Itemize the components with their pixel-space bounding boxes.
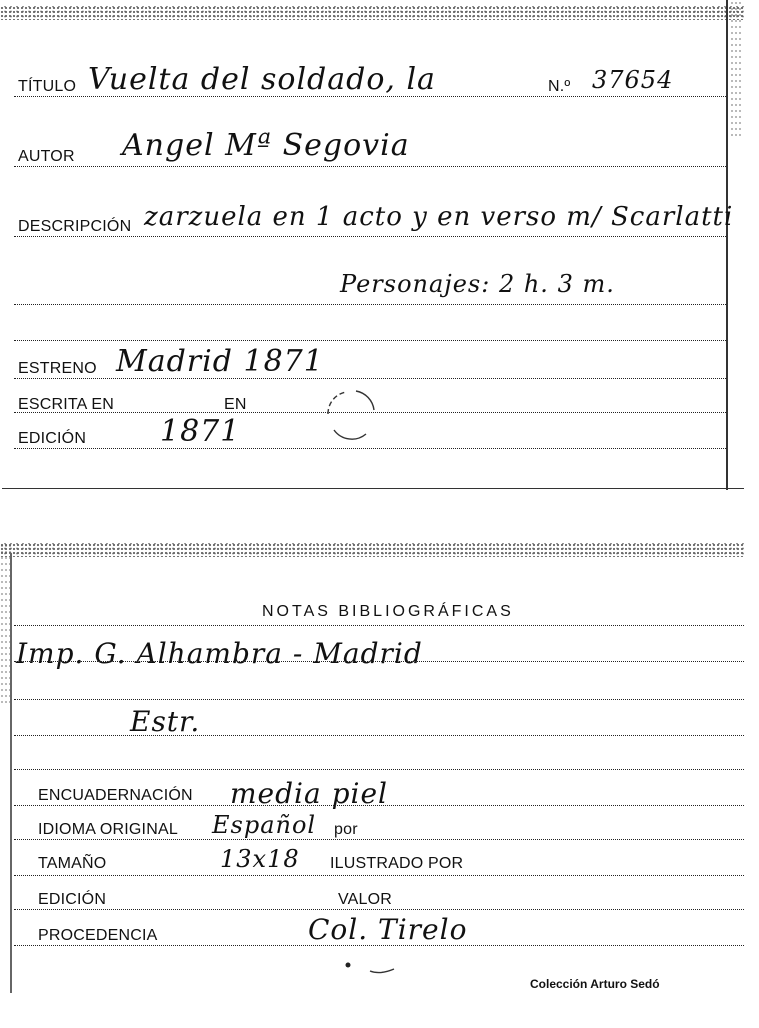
procedencia-label: PROCEDENCIA: [38, 927, 158, 944]
card-edge-noise: [730, 0, 742, 140]
note-line-2: Estr.: [130, 705, 201, 738]
rule-line: [14, 945, 744, 946]
edicion-label: EDICIÓN: [38, 891, 107, 908]
valor-label: VALOR: [338, 891, 393, 908]
autor-label: AUTOR: [18, 148, 75, 165]
collection-footer: Colección Arturo Sedó: [530, 977, 660, 991]
ilustrado-label: ILUSTRADO POR: [330, 855, 464, 872]
catalog-card-front: [0, 0, 744, 492]
tamano-label: TAMAÑO: [38, 855, 107, 872]
procedencia-value: Col. Tirelo: [308, 913, 468, 946]
idioma-label: IDIOMA ORIGINAL: [38, 821, 178, 838]
rule-line: [14, 340, 726, 341]
rule-line: [14, 909, 744, 910]
punch-hole-icon: [316, 380, 386, 446]
notes-title: NOTAS BIBLIOGRÁFICAS: [262, 603, 514, 620]
descripcion-value: zarzuela en 1 acto y en verso m/ Scarlatti: [144, 202, 734, 232]
card-top-edge: [0, 543, 744, 557]
edicion-label: EDICIÓN: [18, 430, 87, 447]
autor-value: Angel Mª Segovia: [122, 128, 410, 163]
rule-line: [14, 661, 744, 662]
card-left-edge: [10, 553, 12, 993]
tamano-value: 13x18: [220, 845, 300, 873]
estreno-label: ESTRENO: [18, 360, 97, 377]
rule-line: [14, 735, 744, 736]
estreno-value: Madrid 1871: [116, 344, 324, 379]
rule-line: [14, 699, 744, 700]
titulo-value: Vuelta del soldado, la: [88, 62, 436, 97]
encuadernacion-label: ENCUADERNACIÓN: [38, 787, 193, 804]
rule-line: [14, 378, 726, 379]
edicion-value: 1871: [160, 414, 241, 449]
rule-line: [14, 625, 744, 626]
titulo-label: TÍTULO: [18, 78, 77, 95]
encuadernacion-value: media piel: [230, 777, 388, 810]
rule-line: [14, 166, 726, 167]
catalog-card-back: [0, 543, 744, 995]
descripcion-label: DESCRIPCIÓN: [18, 218, 132, 235]
numero-value: 37654: [592, 66, 674, 94]
punch-hole-icon: [336, 947, 406, 977]
descripcion-value-line2: Personajes: 2 h. 3 m.: [340, 270, 615, 298]
rule-line: [14, 448, 726, 449]
rule-line: [14, 304, 726, 305]
card-bottom-edge: [2, 488, 744, 489]
escrita-en-label: ESCRITA EN: [18, 396, 114, 413]
note-line-1: Imp. G. Alhambra - Madrid: [16, 637, 423, 670]
card-top-edge: [0, 6, 744, 20]
rule-line: [14, 769, 744, 770]
numero-label: N.º: [548, 78, 571, 95]
en-label: EN: [224, 396, 247, 413]
rule-line: [14, 236, 726, 237]
por-label: por: [334, 821, 358, 838]
rule-line: [14, 96, 726, 97]
rule-line: [14, 875, 744, 876]
rule-line: [14, 839, 744, 840]
rule-line: [14, 805, 744, 806]
card-right-edge: [726, 0, 728, 490]
idioma-value: Español: [212, 811, 317, 839]
